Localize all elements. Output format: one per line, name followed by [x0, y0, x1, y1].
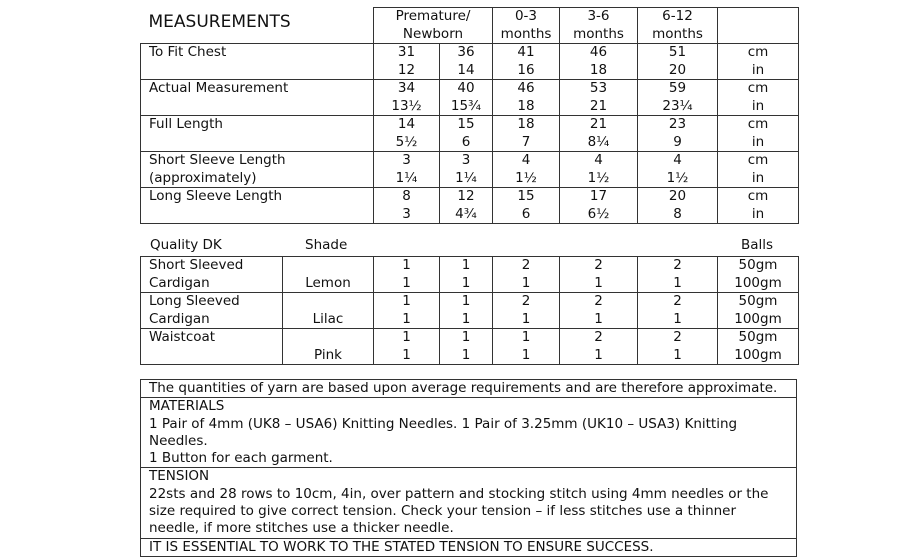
- ball-weight-line2: 100gm: [734, 310, 782, 327]
- measurement-value-line1: 17: [589, 188, 608, 204]
- measurement-label: [141, 116, 374, 152]
- measurement-value-line2: 18: [517, 97, 535, 114]
- shade-cell: [283, 293, 374, 329]
- measurement-value: [638, 152, 718, 188]
- shade-spacer: [283, 293, 373, 311]
- measurement-value-line2: 20: [668, 61, 687, 78]
- ball-count-line1: 2: [673, 257, 682, 273]
- yarn-header: [141, 236, 798, 256]
- ball-count: [493, 293, 560, 329]
- ball-count: [440, 329, 493, 365]
- measurement-value-line1: 46: [517, 80, 535, 96]
- measurement-label-line2: [149, 62, 373, 80]
- measurement-label-line1: Actual Measurement: [149, 80, 289, 96]
- measurement-value-line1: 14: [397, 116, 416, 132]
- garment-label: [141, 329, 283, 365]
- measurement-value-line2: 8: [673, 205, 682, 222]
- ball-count: [638, 257, 718, 293]
- size-header-0-3: 0-3 months: [493, 8, 560, 44]
- ball-count-line2: 1: [521, 310, 531, 327]
- measurement-unit-line2: in: [751, 61, 765, 78]
- measurement-unit: [718, 44, 799, 80]
- ball-count-line2: 1: [594, 310, 603, 327]
- ball-count-line2: 1: [521, 346, 531, 363]
- ball-count-line2: 1: [461, 274, 471, 291]
- size-header-premature: Premature/ Newborn: [374, 8, 493, 44]
- measurement-value-line2: 9: [673, 133, 682, 150]
- measurement-value-line1: 53: [589, 80, 608, 96]
- ball-weight-line1: 50gm: [738, 293, 778, 309]
- size-header-3-6: 3-6 months: [560, 8, 638, 44]
- ball-count-line1: 2: [594, 293, 603, 309]
- materials-section: [141, 398, 796, 468]
- measurement-value: [493, 152, 560, 188]
- ball-weight: [718, 257, 799, 293]
- garment-label: [141, 293, 283, 329]
- ball-weight: [718, 293, 799, 329]
- materials-button: 1 Button for each garment.: [149, 450, 333, 467]
- measurement-row: [141, 188, 799, 224]
- measurement-value-line2: 1½: [587, 169, 610, 186]
- ball-count: [493, 329, 560, 365]
- ball-weight-line1: 50gm: [738, 329, 778, 345]
- measurement-value-line2: 21: [589, 97, 608, 114]
- garment-label-line2: Cardigan: [149, 274, 210, 291]
- measurement-value-line1: 41: [517, 44, 535, 60]
- measurement-value-line2: 13½: [391, 97, 422, 114]
- measurement-value-line1: 36: [457, 44, 475, 60]
- measurement-label-line2: [149, 98, 373, 116]
- ball-count-line2: 1: [402, 274, 411, 291]
- measurement-label-line2: [149, 134, 373, 152]
- measurement-row: [141, 44, 799, 80]
- yarn-quantities-note: The quantities of yarn are based upon average requirements and are therefore approximate.: [141, 380, 796, 398]
- ball-count-line2: 1: [673, 310, 682, 327]
- ball-count-line1: 2: [594, 257, 603, 273]
- measurement-label: [141, 152, 374, 188]
- ball-count-line2: 1: [521, 274, 531, 291]
- shade-cell: [283, 329, 374, 365]
- tension-text: 22sts and 28 rows to 10cm, 4in, over pattern and stocking stitch using 4mm needles or the size required to give correct tension. Check your tension – if less stitches use a thinner needle, if more stitches use a thicker needle.: [149, 485, 769, 537]
- measurement-value-line2: 4¾: [455, 205, 477, 222]
- measurement-value: [638, 188, 718, 224]
- measurement-value-line2: 6½: [587, 205, 610, 222]
- measurement-value-line2: 8¼: [587, 133, 610, 150]
- notes-box: [140, 379, 797, 557]
- measurement-value: [440, 80, 493, 116]
- measurement-label-line2: (approximately): [149, 169, 257, 186]
- yarn-row: [141, 293, 799, 329]
- measurement-value: [493, 116, 560, 152]
- ball-count-line1: 2: [521, 257, 531, 273]
- measurement-unit-line1: cm: [747, 152, 769, 168]
- ball-count: [374, 329, 440, 365]
- garment-label-line2: [149, 347, 282, 365]
- measurement-value-line1: 15: [517, 188, 535, 204]
- measurement-value-line1: 59: [668, 80, 687, 96]
- ball-weight-line1: 50gm: [738, 257, 778, 273]
- measurement-value-line1: 4: [673, 152, 682, 168]
- measurement-value-line1: 34: [397, 80, 416, 96]
- measurement-value-line1: 12: [457, 188, 475, 204]
- measurement-value-line2: 18: [589, 61, 608, 78]
- measurement-value-line1: 4: [521, 152, 531, 168]
- measurement-value-line2: 15¾: [450, 97, 482, 114]
- measurement-value-line1: 23: [668, 116, 687, 132]
- ball-count-line2: 1: [402, 310, 411, 327]
- shade-spacer: [283, 329, 373, 347]
- measurement-unit-line2: in: [751, 169, 765, 186]
- measurement-row: [141, 116, 799, 152]
- balls-label: Balls: [741, 237, 774, 253]
- shade-name: Lilac: [312, 310, 344, 327]
- yarn-table: [140, 256, 799, 365]
- measurement-value-line1: 40: [457, 80, 475, 96]
- ball-weight: [718, 329, 799, 365]
- measurement-row: [141, 80, 799, 116]
- ball-count-line1: 1: [461, 257, 471, 273]
- ball-count-line1: 1: [402, 293, 411, 309]
- measurement-value-line2: 5½: [395, 133, 418, 150]
- ball-count: [638, 329, 718, 365]
- measurement-value-line2: 6: [521, 205, 531, 222]
- ball-count-line1: 2: [673, 329, 682, 345]
- quality-label: Quality DK: [150, 237, 222, 253]
- ball-count-line1: 1: [402, 329, 411, 345]
- measurement-value-line1: 31: [397, 44, 416, 60]
- ball-count-line2: 1: [461, 346, 471, 363]
- shade-name: Pink: [314, 346, 342, 363]
- measurement-value: [560, 188, 638, 224]
- garment-label-line1: Long Sleeved: [149, 293, 240, 309]
- measurement-label-line1: To Fit Chest: [149, 44, 227, 60]
- garment-label-line2: Cardigan: [149, 310, 210, 327]
- tension-section: [141, 468, 796, 538]
- ball-count-line2: 1: [673, 274, 682, 291]
- measurement-value-line2: 14: [457, 61, 475, 78]
- ball-count-line1: 2: [521, 293, 531, 309]
- measurement-value: [638, 116, 718, 152]
- measurement-value: [440, 116, 493, 152]
- ball-count-line1: 1: [461, 293, 471, 309]
- measurement-value-line2: 12: [397, 61, 416, 78]
- measurement-value: [638, 44, 718, 80]
- measurement-unit-line1: cm: [747, 80, 769, 96]
- measurement-value: [374, 80, 440, 116]
- ball-count: [560, 257, 638, 293]
- materials-heading: MATERIALS: [149, 398, 225, 415]
- ball-count-line2: 1: [461, 310, 471, 327]
- measurement-row: [141, 152, 799, 188]
- tension-warning: IT IS ESSENTIAL TO WORK TO THE STATED TENSION TO ENSURE SUCCESS.: [149, 538, 654, 555]
- measurement-value-line2: 7: [521, 133, 531, 150]
- measurement-value: [440, 188, 493, 224]
- measurement-label-line1: Long Sleeve Length: [149, 188, 283, 204]
- ball-count: [374, 257, 440, 293]
- measurement-value: [440, 44, 493, 80]
- ball-count: [440, 293, 493, 329]
- measurement-unit-line1: cm: [747, 44, 769, 60]
- garment-label-line1: Waistcoat: [149, 329, 216, 345]
- ball-count-line1: 2: [673, 293, 682, 309]
- ball-count-line1: 1: [402, 257, 411, 273]
- measurement-unit-line1: cm: [747, 188, 769, 204]
- measurements-title: MEASUREMENTS: [141, 8, 374, 44]
- measurement-unit-line2: in: [751, 97, 765, 114]
- materials-needles: 1 Pair of 4mm (UK8 – USA6) Knitting Needles. 1 Pair of 3.25mm (UK10 – USA3) Knitting Needles.: [149, 415, 738, 449]
- measurement-label-line1: Full Length: [149, 116, 223, 132]
- shade-label: Shade: [305, 237, 348, 253]
- measurement-value-line2: 1½: [515, 169, 537, 186]
- measurement-value-line2: 1¼: [455, 169, 477, 186]
- measurement-value-line1: 3: [461, 152, 471, 168]
- measurement-unit: [718, 116, 799, 152]
- measurement-unit: [718, 152, 799, 188]
- shade-spacer: [283, 257, 373, 275]
- measurements-table: [140, 7, 799, 224]
- measurement-value: [560, 80, 638, 116]
- measurement-label-line2: [149, 206, 373, 224]
- measurement-value-line1: 3: [402, 152, 411, 168]
- measurement-value-line1: 21: [589, 116, 608, 132]
- measurement-label: [141, 80, 374, 116]
- shade-name: Lemon: [305, 274, 351, 291]
- units-header: [718, 8, 799, 44]
- ball-count: [374, 293, 440, 329]
- measurement-value: [560, 116, 638, 152]
- measurement-unit: [718, 80, 799, 116]
- yarn-row: [141, 329, 799, 365]
- measurement-value: [493, 188, 560, 224]
- measurement-value-line2: 3: [402, 205, 411, 222]
- ball-count-line2: 1: [673, 346, 682, 363]
- measurement-unit: [718, 188, 799, 224]
- ball-count-line1: 2: [594, 329, 603, 345]
- tension-heading: TENSION: [149, 468, 210, 485]
- ball-count-line2: 1: [402, 346, 411, 363]
- measurement-label-line1: Short Sleeve Length: [149, 152, 286, 168]
- measurement-value: [374, 152, 440, 188]
- measurement-value: [638, 80, 718, 116]
- measurement-value: [493, 80, 560, 116]
- measurement-value-line2: 16: [517, 61, 535, 78]
- ball-count: [638, 293, 718, 329]
- ball-count-line1: 1: [521, 329, 531, 345]
- measurement-value-line1: 18: [517, 116, 535, 132]
- measurement-unit-line2: in: [751, 205, 765, 222]
- measurement-unit-line2: in: [751, 133, 765, 150]
- ball-count: [560, 329, 638, 365]
- shade-cell: [283, 257, 374, 293]
- measurement-value-line1: 15: [457, 116, 475, 132]
- measurement-value-line1: 46: [589, 44, 608, 60]
- garment-label: [141, 257, 283, 293]
- ball-count: [440, 257, 493, 293]
- measurement-value: [374, 188, 440, 224]
- measurement-value-line2: 23¼: [662, 97, 693, 114]
- size-header-6-12: 6-12 months: [638, 8, 718, 44]
- measurement-value: [493, 44, 560, 80]
- measurement-value: [560, 44, 638, 80]
- measurement-value-line2: 6: [461, 133, 471, 150]
- measurement-value: [440, 152, 493, 188]
- ball-count: [493, 257, 560, 293]
- measurement-value-line1: 4: [594, 152, 603, 168]
- measurement-value: [560, 152, 638, 188]
- ball-count-line2: 1: [594, 274, 603, 291]
- measurement-value-line1: 8: [402, 188, 411, 204]
- measurement-value-line1: 51: [668, 44, 687, 60]
- measurement-value: [374, 116, 440, 152]
- ball-count: [560, 293, 638, 329]
- measurement-value: [374, 44, 440, 80]
- ball-weight-line2: 100gm: [734, 274, 782, 291]
- measurement-unit-line1: cm: [747, 116, 769, 132]
- measurement-value-line1: 20: [668, 188, 687, 204]
- ball-weight-line2: 100gm: [734, 346, 782, 363]
- measurement-label: [141, 188, 374, 224]
- ball-count-line2: 1: [594, 346, 603, 363]
- measurement-value-line2: 1¼: [395, 169, 418, 186]
- measurement-value-line2: 1½: [666, 169, 689, 186]
- measurement-label: [141, 44, 374, 80]
- garment-label-line1: Short Sleeved: [149, 257, 244, 273]
- ball-count-line1: 1: [461, 329, 471, 345]
- yarn-row: [141, 257, 799, 293]
